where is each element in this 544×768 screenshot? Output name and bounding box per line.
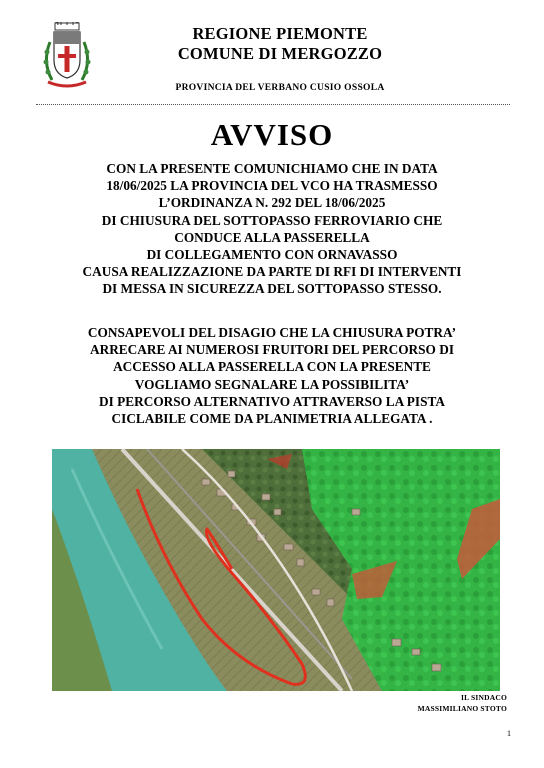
municipal-crest-icon — [38, 22, 96, 92]
municipality-name: COMUNE DI MERGOZZO — [177, 44, 383, 63]
page-number: 1 — [507, 729, 511, 738]
province-name: PROVINCIA DEL VERBANO CUSIO OSSOLA — [175, 83, 385, 93]
text-line: CONDUCE ALLA PASSERELLA — [174, 229, 370, 245]
notice-paragraph-2 — [20, 324, 524, 427]
text-line: ARRECARE AI NUMEROSI FRUITORI DEL PERCORSO DI — [90, 342, 454, 358]
text-line: ACCESSO ALLA PASSERELLA CON LA PRESENTE — [113, 359, 431, 375]
aerial-route-map — [52, 449, 500, 691]
header-divider — [36, 104, 510, 105]
text-line: DI COLLEGAMENTO CON ORNAVASSO — [146, 247, 398, 263]
text-line: CAUSA REALIZZAZIONE DA PARTE DI RFI DI INTERVENTI — [82, 264, 462, 280]
text-line: VOGLIAMO SEGNALARE LA POSSIBILITA’ — [134, 376, 410, 392]
text-line: L’ORDINANZA N. 292 DEL 18/06/2025 — [158, 195, 386, 211]
signature-role: IL SINDACO — [461, 693, 507, 702]
text-line: DI PERCORSO ALTERNATIVO ATTRAVERSO LA PISTA — [99, 393, 445, 409]
notice-title: AVVISO — [210, 117, 334, 152]
text-line: DI MESSA IN SICUREZZA DEL SOTTOPASSO STESSO. — [102, 281, 442, 297]
text-line: 18/06/2025 LA PROVINCIA DEL VCO HA TRASMESSO — [106, 178, 438, 194]
text-line: CICLABILE COME DA PLANIMETRIA ALLEGATA . — [111, 411, 433, 427]
text-line: DI CHIUSURA DEL SOTTOPASSO FERROVIARIO CHE — [101, 212, 443, 228]
signature-name: MASSIMILIANO STOTO — [417, 704, 507, 713]
text-line: CONSAPEVOLI DEL DISAGIO CHE LA CHIUSURA POTRA’ — [87, 325, 457, 340]
region-name: REGIONE PIEMONTE — [192, 24, 368, 43]
text-line: CON LA PRESENTE COMUNICHIAMO CHE IN DATA — [106, 161, 438, 176]
notice-paragraph-1 — [20, 160, 524, 298]
